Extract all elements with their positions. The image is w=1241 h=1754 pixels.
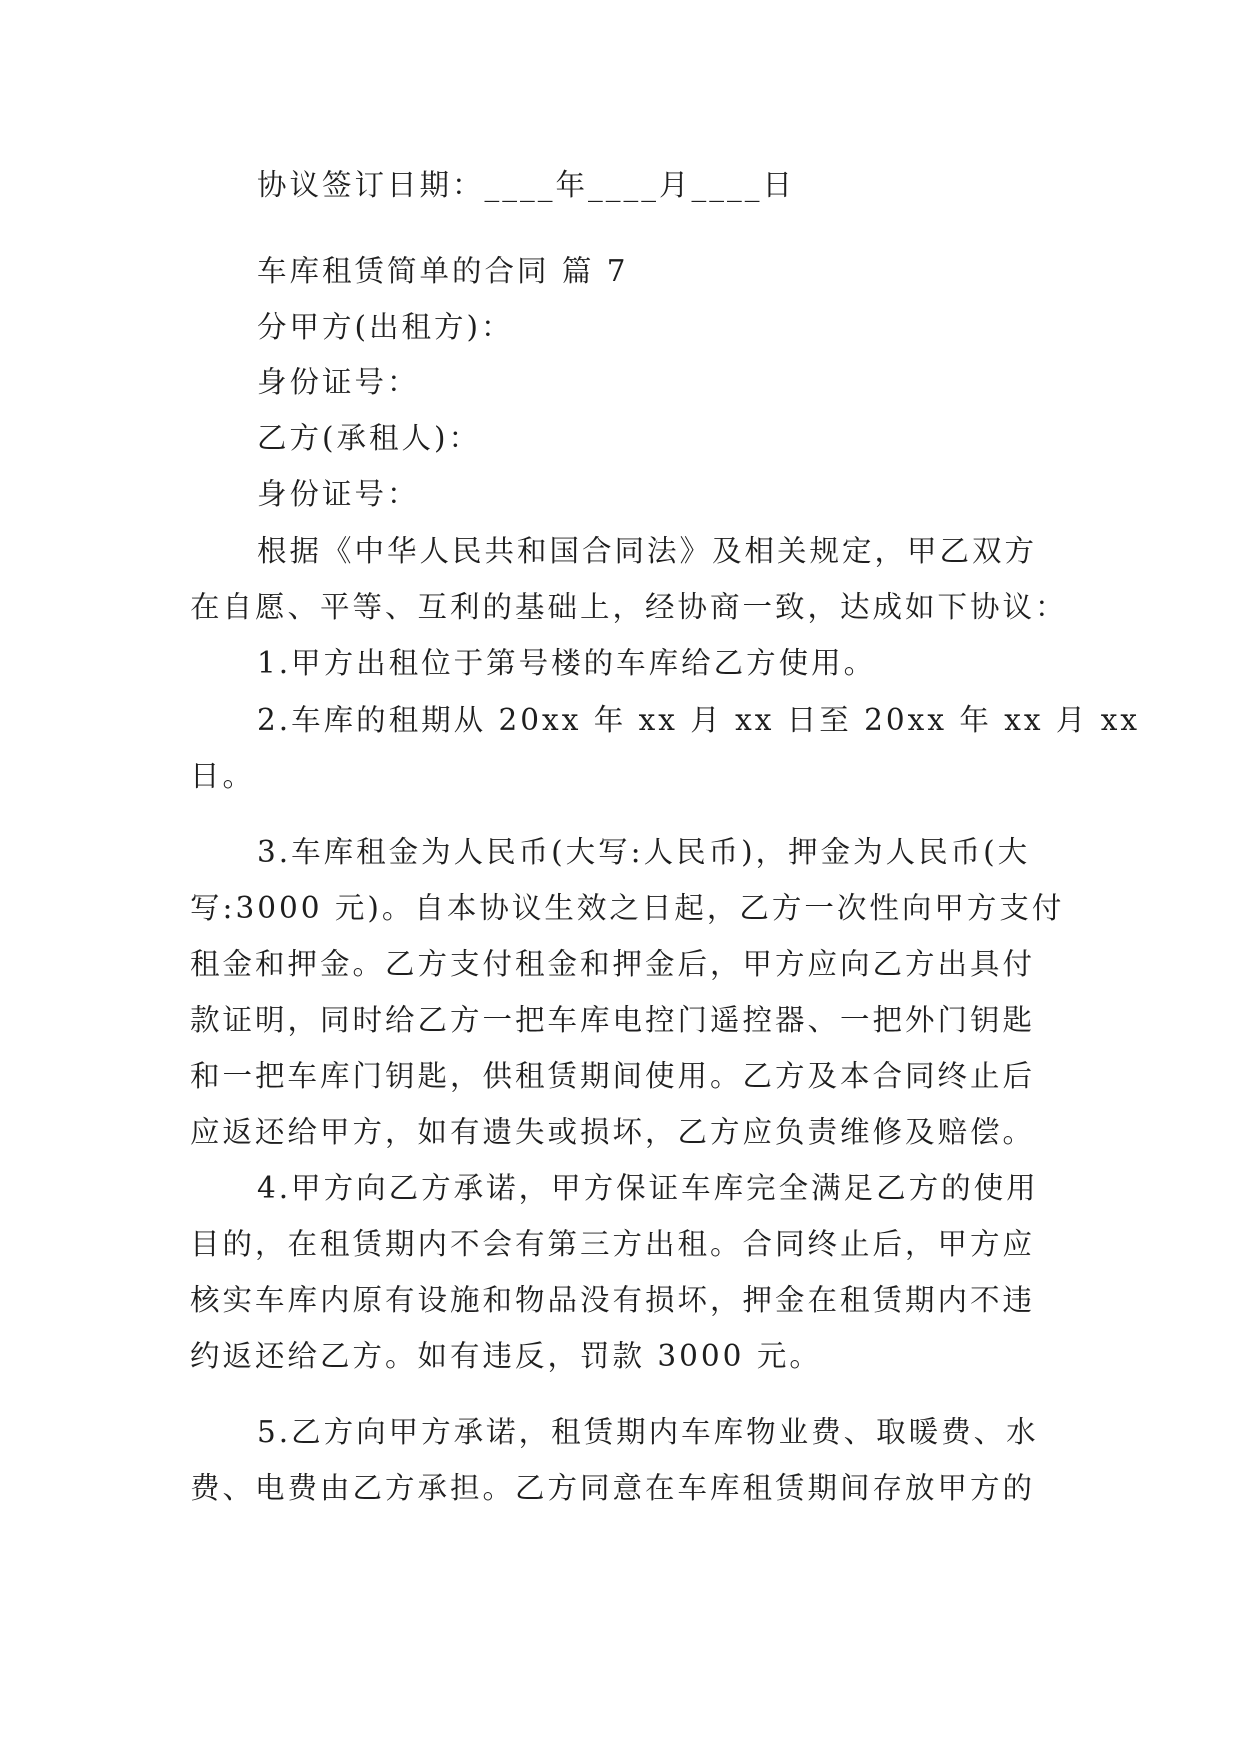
clause-3-line: 3.车库租金为人民币(大写:人民币)，押金为人民币(大 — [257, 835, 1031, 869]
intro-line: 根据《中华人民共和国合同法》及相关规定，甲乙双方 — [257, 534, 1038, 568]
party-b-id-line: 身份证号： — [257, 477, 420, 511]
clause-5-line: 5.乙方向甲方承诺，租赁期内车库物业费、取暖费、水 — [257, 1415, 1039, 1449]
party-a-line: 分甲方(出租方)： — [257, 310, 514, 344]
clause-5-line: 费、电费由乙方承担。乙方同意在车库租赁期间存放甲方的 — [190, 1471, 1036, 1505]
clause-4-line: 4.甲方向乙方承诺，甲方保证车库完全满足乙方的使用 — [257, 1171, 1039, 1205]
clause-1-line: 1.甲方出租位于第号楼的车库给乙方使用。 — [257, 646, 877, 680]
clause-2-line: 日。 — [190, 759, 256, 793]
clause-3-line: 租金和押金。乙方支付租金和押金后，甲方应向乙方出具付 — [190, 947, 1036, 981]
clause-3-line: 款证明，同时给乙方一把车库电控门遥控器、一把外门钥匙 — [190, 1003, 1036, 1037]
intro-line: 在自愿、平等、互利的基础上，经协商一致，达成如下协议： — [190, 590, 1068, 624]
clause-4-line: 约返还给乙方。如有违反，罚款 3000 元。 — [190, 1339, 822, 1373]
clause-3-line: 和一把车库门钥匙，供租赁期间使用。乙方及本合同终止后 — [190, 1059, 1036, 1093]
clause-4-line: 核实车库内原有设施和物品没有损坏，押金在租赁期内不违 — [190, 1283, 1036, 1317]
clause-4-line: 目的，在租赁期内不会有第三方出租。合同终止后，甲方应 — [190, 1227, 1036, 1261]
clause-2-line: 2.车库的租期从 20xx 年 xx 月 xx 日至 20xx 年 xx 月 xx — [257, 703, 1141, 737]
signing-date-line: 协议签订日期：____年____月____日 — [257, 168, 796, 202]
party-b-line: 乙方(承租人)： — [257, 421, 482, 455]
clause-3-line: 应返还给甲方，如有遗失或损坏，乙方应负责维修及赔偿。 — [190, 1115, 1036, 1149]
clause-3-line: 写:3000 元)。自本协议生效之日起，乙方一次性向甲方支付 — [190, 891, 1065, 925]
contract-heading: 车库租赁简单的合同 篇 7 — [257, 254, 629, 288]
party-a-id-line: 身份证号： — [257, 365, 420, 399]
